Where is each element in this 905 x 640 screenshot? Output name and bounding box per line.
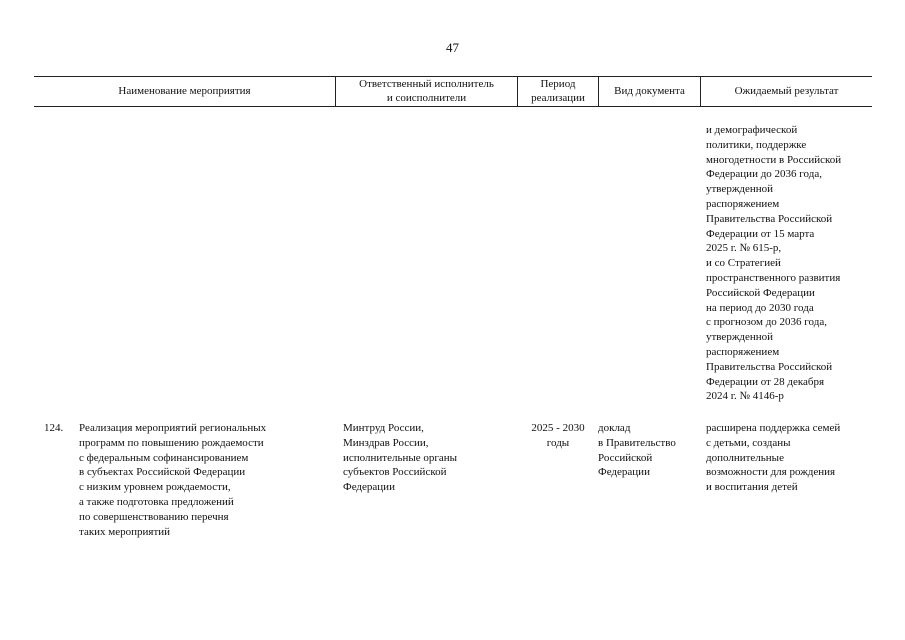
row-number: 124.	[44, 422, 64, 434]
header-period: Период реализации	[531, 78, 585, 104]
table-header-bottom-rule	[34, 106, 872, 107]
header-result: Ожидаемый результат	[734, 85, 839, 97]
row-result: расширена поддержка семей с детьми, созданы дополнительные возможности для рождения и воспитания детей	[706, 422, 841, 494]
continuation-result: и демографической политики, поддержке многодетности в Российской Федерации до 2036 года, утвержденной распоряжением Правительства Российской Федерации от 15 марта 2025 г. № 615-р, и со Стратегией пространственного развития Российской Федерации на период до 2030 года с прогнозом до 2036 года, утвержденной распоряжением Правительства Российской Федерации от 28 декабря 2024 г. № 4146-р	[706, 124, 842, 403]
page-number: 47	[446, 40, 459, 55]
row-doc-type: доклад в Правительство Российской Федерации	[598, 422, 676, 479]
row-executor: Минтруд России, Минздрав России, исполнительные органы субъектов Российской Федерации	[343, 422, 458, 494]
header-executor: Ответственный исполнитель и соисполнители	[359, 78, 494, 104]
row-name: Реализация мероприятий региональных программ по повышению рождаемости с федеральным софинансированием в субъектах Российской Федерации с низким уровнем рождаемости, а также подготовка предложений по совершенствованию перечня таких мероприятий	[79, 422, 267, 538]
header-doc-type: Вид документа	[614, 85, 685, 97]
header-name: Наименование мероприятия	[118, 85, 251, 97]
row-period: 2025 - 2030 годы	[531, 422, 585, 449]
